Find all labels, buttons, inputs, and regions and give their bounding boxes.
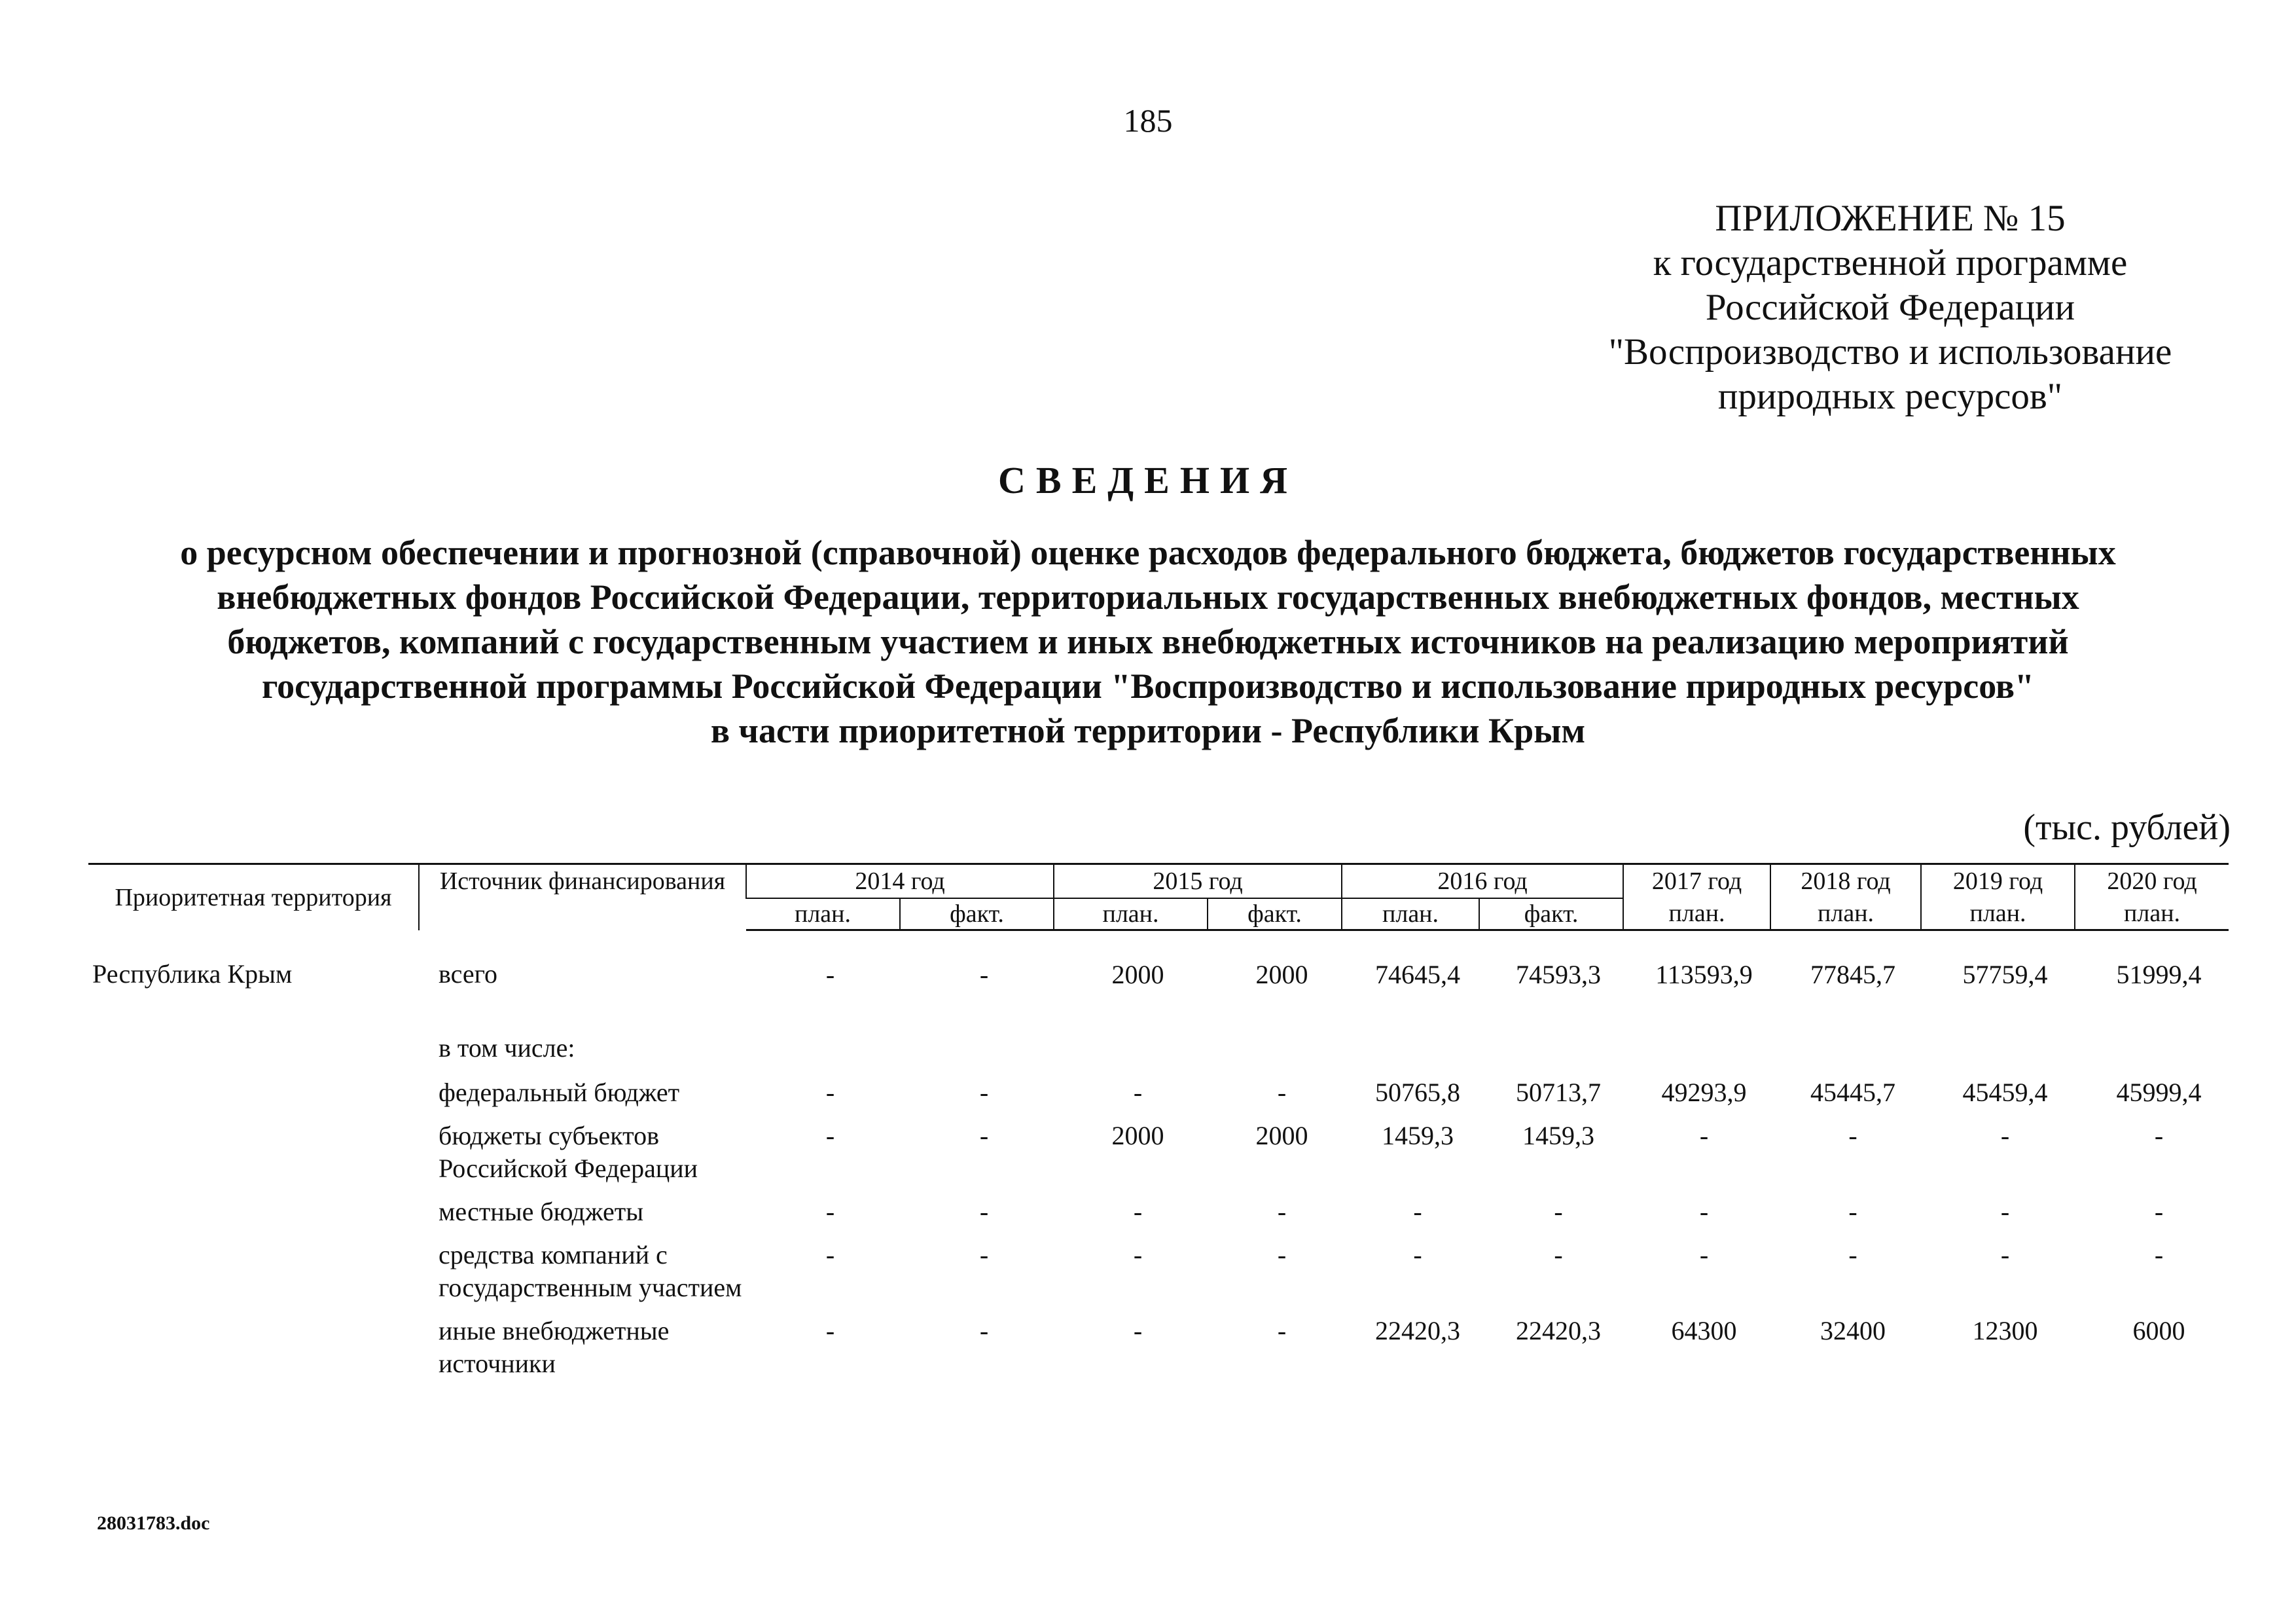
header-plan: план.	[1054, 898, 1208, 930]
header-year: 2015 год	[1054, 864, 1342, 899]
value-cell: 74645,4	[1375, 960, 1461, 989]
subtitle-line: государственной программы Российской Федерации "Воспроизводство и использование природных ресурсов"	[262, 666, 2034, 706]
value-cell: -	[1277, 1240, 1287, 1269]
value-cell: -	[1133, 1316, 1143, 1345]
value-cell: 22420,3	[1516, 1316, 1602, 1345]
value-cell: -	[825, 1121, 835, 1150]
value-cell: 51999,4	[2116, 960, 2202, 989]
appendix-line: природных ресурсов"	[1717, 376, 2063, 417]
header-plan: план.	[746, 898, 900, 930]
document-title: СВЕДЕНИЯ	[998, 459, 1298, 501]
source-cell: бюджеты субъектов Российской Федерации	[439, 1121, 698, 1183]
header-year: 2014 год	[746, 864, 1054, 899]
value-cell: -	[1277, 1078, 1287, 1107]
subtitle-line: бюджетов, компаний с государственным участием и иных внебюджетных источников на реализацию мероприятий	[227, 622, 2069, 661]
value-cell: 74593,3	[1516, 960, 1602, 989]
value-cell: -	[1699, 1197, 1709, 1226]
table-row	[88, 1239, 2229, 1315]
value-cell: -	[2154, 1197, 2164, 1226]
value-cell: 2000	[1111, 960, 1164, 989]
value-cell: -	[1277, 1197, 1287, 1226]
header-source: Источник финансирования	[419, 864, 746, 930]
value-cell: -	[2000, 1240, 2010, 1269]
value-cell: 113593,9	[1655, 960, 1753, 989]
value-cell: -	[1848, 1121, 1857, 1150]
table-row	[88, 1195, 2229, 1239]
value-cell: -	[1277, 1316, 1287, 1345]
table-row	[88, 1076, 2229, 1120]
header-year: 2016 год	[1342, 864, 1623, 899]
source-cell: федеральный бюджет	[439, 1078, 680, 1107]
value-cell: -	[825, 1240, 835, 1269]
value-cell: 50713,7	[1516, 1078, 1602, 1107]
header-year: 2019 год	[1921, 864, 2075, 899]
value-cell: 1459,3	[1382, 1121, 1454, 1150]
header-year: 2020 год	[2075, 864, 2229, 899]
value-cell: -	[1848, 1240, 1857, 1269]
value-cell: -	[1133, 1240, 1143, 1269]
value-cell: -	[1133, 1197, 1143, 1226]
value-cell: 2000	[1255, 960, 1308, 989]
value-cell: -	[2154, 1240, 2164, 1269]
source-cell: иные внебюджетные источники	[439, 1316, 670, 1378]
value-cell: -	[1133, 1078, 1143, 1107]
appendix-block	[1563, 196, 2217, 419]
value-cell: -	[1699, 1121, 1709, 1150]
source-cell: всего	[439, 958, 498, 989]
value-cell: -	[1848, 1197, 1857, 1226]
table-row-total	[88, 930, 2229, 1032]
value-cell: -	[1554, 1240, 1563, 1269]
appendix-line: "Воспроизводство и использование	[1608, 331, 2172, 373]
file-name-footer: 28031783.doc	[97, 1512, 210, 1534]
value-cell: -	[979, 1240, 989, 1269]
value-cell: 77845,7	[1810, 960, 1896, 989]
value-cell: -	[979, 1197, 989, 1226]
table-row	[88, 1315, 2229, 1391]
value-cell: -	[2154, 1121, 2164, 1150]
page-number: 185	[1123, 102, 1173, 139]
value-cell: 1459,3	[1522, 1121, 1595, 1150]
header-plan: план.	[1342, 898, 1479, 930]
value-cell: -	[979, 1316, 989, 1345]
territory-cell: Республика Крым	[92, 958, 293, 989]
value-cell: 2000	[1111, 1121, 1164, 1150]
value-cell: -	[1413, 1240, 1422, 1269]
value-cell: -	[1413, 1197, 1422, 1226]
subtitle-line: в части приоритетной территории - Республики Крым	[710, 711, 1586, 750]
table-row-including	[88, 1032, 2229, 1076]
value-cell: 22420,3	[1375, 1316, 1461, 1345]
value-cell: 32400	[1820, 1316, 1886, 1345]
table-row	[88, 1120, 2229, 1195]
subtitle-line: о ресурсном обеспечении и прогнозной (справочной) оценке расходов федерального бюджета, бюджетов государственных	[180, 533, 2116, 572]
header-fact: факт.	[1479, 898, 1623, 930]
header-year: 2017 год	[1623, 864, 1770, 899]
value-cell: -	[979, 1078, 989, 1107]
header-plan: план.	[1623, 898, 1770, 930]
value-cell: -	[825, 1197, 835, 1226]
value-cell: -	[2000, 1197, 2010, 1226]
value-cell: -	[979, 960, 989, 989]
document-subtitle	[79, 530, 2217, 753]
value-cell: 49293,9	[1661, 1078, 1747, 1107]
source-cell: местные бюджеты	[439, 1197, 644, 1226]
value-cell: 45999,4	[2116, 1078, 2202, 1107]
value-cell: -	[825, 1078, 835, 1107]
including-label: в том числе:	[439, 1033, 575, 1063]
header-fact: факт.	[900, 898, 1054, 930]
value-cell: -	[1554, 1197, 1563, 1226]
units-label: (тыс. рублей)	[2023, 807, 2231, 848]
header-year: 2018 год	[1770, 864, 1921, 899]
value-cell: 6000	[2132, 1316, 2185, 1345]
header-plan: план.	[2075, 898, 2229, 930]
value-cell: 57759,4	[1962, 960, 2048, 989]
value-cell: 2000	[1255, 1121, 1308, 1150]
appendix-line: Российской Федерации	[1705, 287, 2075, 328]
budget-table	[88, 863, 2229, 1391]
value-cell: -	[825, 1316, 835, 1345]
value-cell: 45445,7	[1810, 1078, 1896, 1107]
value-cell: 45459,4	[1962, 1078, 2048, 1107]
value-cell: 64300	[1671, 1316, 1737, 1345]
value-cell: 50765,8	[1375, 1078, 1461, 1107]
header-territory: Приоритетная территория	[88, 864, 419, 930]
value-cell: -	[979, 1121, 989, 1150]
subtitle-line: внебюджетных фондов Российской Федерации, территориальных государственных внебюджетных фондов, местных	[217, 577, 2079, 617]
header-plan: план.	[1921, 898, 2075, 930]
value-cell: -	[1699, 1240, 1709, 1269]
header-fact: факт.	[1208, 898, 1342, 930]
source-cell: средства компаний с государственным участием	[439, 1240, 742, 1302]
appendix-line: ПРИЛОЖЕНИЕ № 15	[1715, 198, 2066, 239]
value-cell: 12300	[1972, 1316, 2038, 1345]
value-cell: -	[825, 960, 835, 989]
appendix-line: к государственной программе	[1653, 242, 2128, 283]
value-cell: -	[2000, 1121, 2010, 1150]
header-plan: план.	[1770, 898, 1921, 930]
